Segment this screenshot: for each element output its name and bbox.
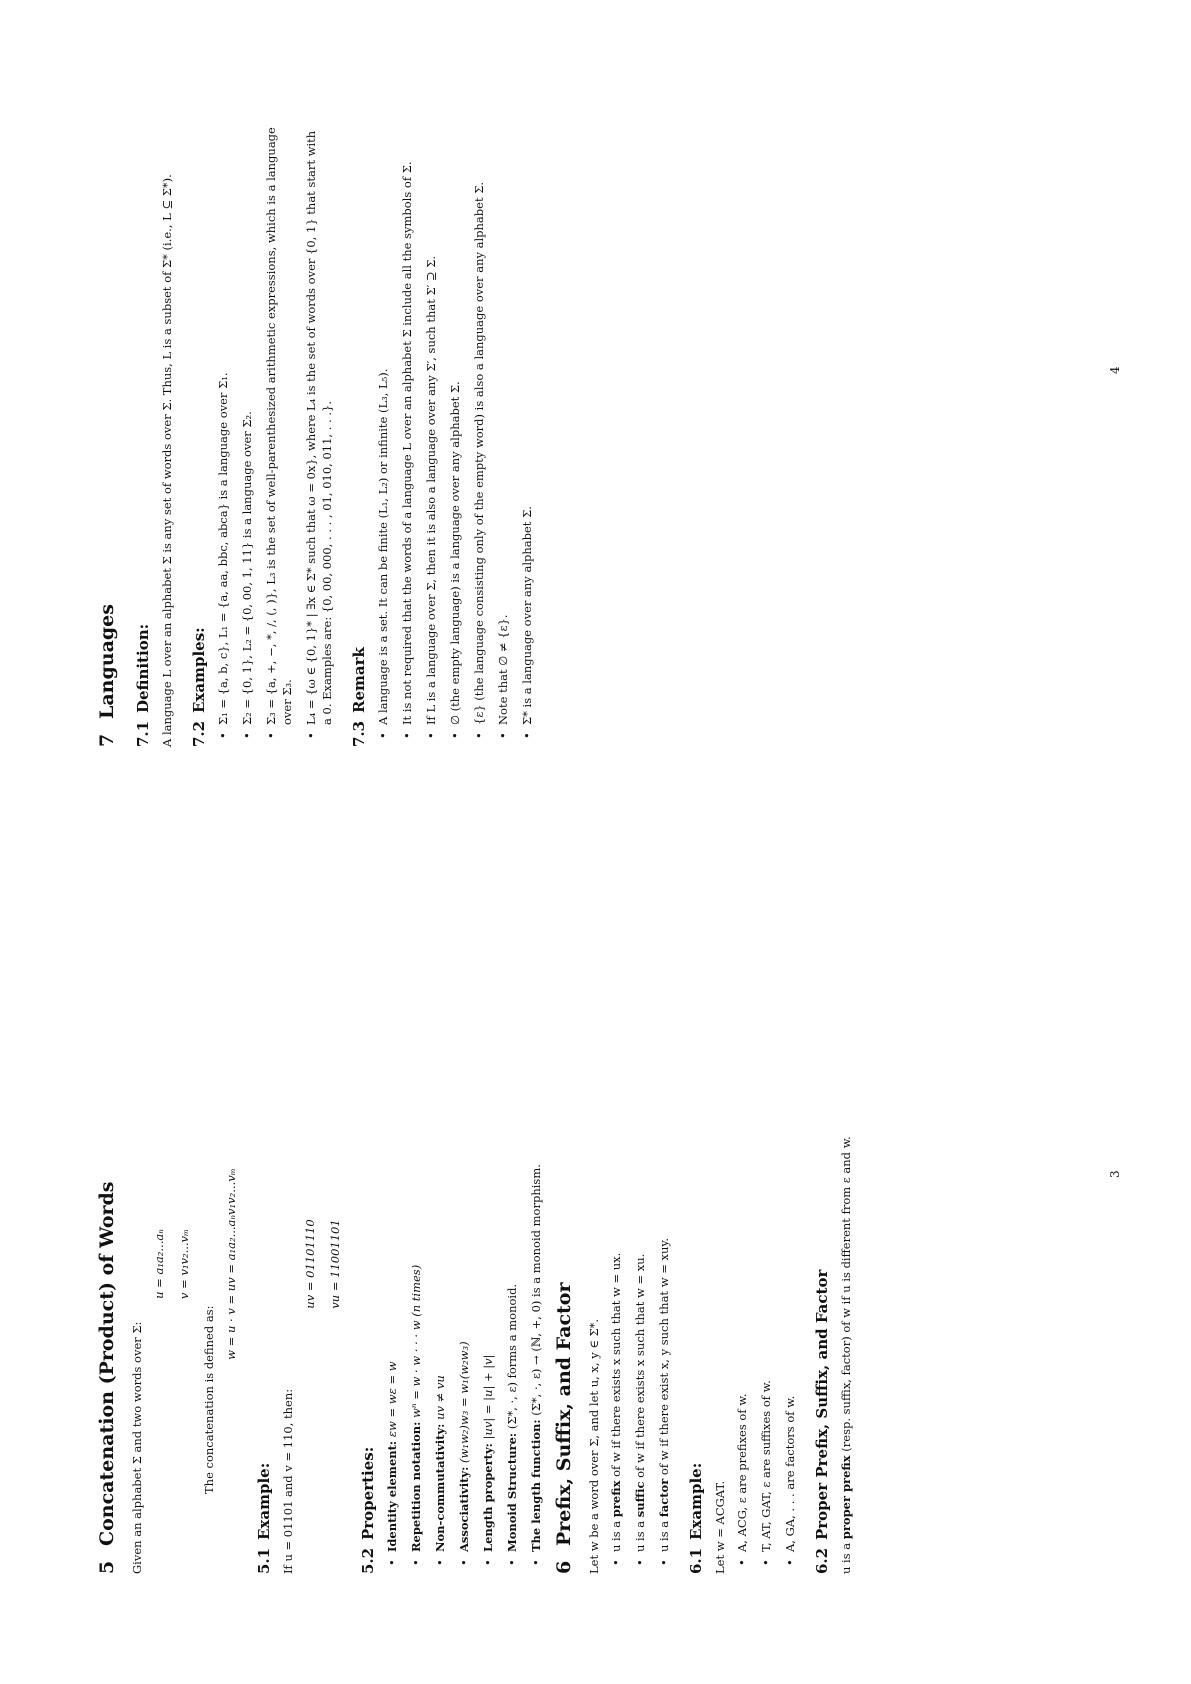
examples-list: [215, 127, 335, 747]
def-term: prefix: [609, 1480, 623, 1518]
subsection-number: 5.1: [255, 1547, 273, 1574]
section-6-heading: [552, 954, 576, 1574]
section-5-intro: Given an alphabet Σ and two words over Σ:: [130, 1321, 144, 1574]
property-text: uv ≠ vu: [433, 1375, 447, 1420]
property-text: (w₁w₂)w₃ = w₁(w₂w₃): [457, 1341, 471, 1463]
language-definition: A language L over an alphabet Σ is any set of words over Σ. Thus, L is a subset of Σ* (i.e., L ⊆ Σ*).: [160, 174, 174, 747]
subsection-title: Definition:: [134, 623, 152, 713]
list-item: • A language is a set. It can be finite (L₁, L₂) or infinite (L₃, L₅).: [375, 127, 391, 747]
section-title: Prefix, Suffix, and Factor: [553, 1282, 575, 1546]
list-item: • ∅ (the empty language) is a language over any alphabet Σ.: [447, 127, 463, 747]
list-item: • Note that ∅ ≠ {ε}.: [495, 127, 511, 747]
list-item: • Σ* is a language over any alphabet Σ.: [519, 127, 535, 747]
subsection-number: 6.2: [813, 1547, 831, 1574]
def-suffix-text: of w if there exists x such that w = ux.: [609, 1252, 623, 1481]
def-term: suffic: [633, 1481, 647, 1518]
list-item: [456, 954, 472, 1574]
list-item: [656, 954, 672, 1574]
list-item: • Σ₂ = {0, 1}, L₂ = {0, 00, 1, 11} is a language over Σ₂.: [239, 127, 255, 747]
def-suffix-text: (resp. suffix, factor) of w if u is different from ε and w.: [839, 1136, 853, 1456]
subsection-title: Proper Prefix, Suffix, and Factor: [813, 1269, 831, 1540]
subsection-title: Remark: [350, 647, 368, 713]
section-7-heading: [95, 127, 119, 747]
subsection-title: Properties:: [359, 1446, 377, 1540]
property-text: wⁿ = w · w · · · w (n times): [409, 1264, 423, 1418]
list-item: [408, 954, 424, 1574]
page-4-content: [95, 127, 543, 747]
uv-result: uv = 01101110: [303, 1219, 317, 1309]
example-list: [734, 954, 798, 1574]
remark-list: [375, 127, 535, 747]
property-label: Repetition notation:: [409, 1421, 423, 1552]
property-label: The length function:: [529, 1419, 543, 1552]
list-item: [480, 954, 496, 1574]
section-number: 5: [96, 1560, 118, 1574]
subsection-6-1-heading: [686, 954, 706, 1574]
property-text: εw = wε = w: [385, 1361, 399, 1438]
section-title: Concatenation (Product) of Words: [96, 1181, 118, 1546]
subsection-5-1-heading: [254, 954, 274, 1574]
def-suffix-text: of w if there exist x, y such that w = xuy.: [657, 1237, 671, 1479]
subsection-7-1-heading: [133, 127, 153, 747]
example-text: Let w = ACGAT.: [713, 1480, 727, 1574]
v-definition: v = v₁v₂...vₘ: [177, 1228, 191, 1300]
list-item: • L₄ = {ω ∈ {0, 1}* | ∃x ∈ Σ* such that ω = 0x}, where L₄ is the set of words over {0, 1} that start with a 0. Examples are: {0, 00, 000, . . . , 01, 010, 011, . . .}.: [303, 127, 335, 747]
subsection-title: Example:: [255, 1462, 273, 1540]
list-item: • {ε} (the language consisting only of the empty word) is also a language over any alphabet Σ.: [471, 127, 487, 747]
proper-definition: [838, 954, 854, 1574]
section-number: 7: [96, 733, 118, 747]
subsection-number: 7.3: [350, 720, 368, 747]
subsection-number: 5.2: [359, 1547, 377, 1574]
list-item: • If L is a language over Σ, then it is also a language over any Σ′, such that Σ′ ⊇ Σ.: [423, 127, 439, 747]
list-item: • It is not required that the words of a language L over an alphabet Σ include all the symbols of Σ.: [399, 127, 415, 747]
subsection-7-2-heading: [189, 127, 209, 747]
section-title: Languages: [96, 604, 118, 719]
vu-result: vu = 11001101: [328, 1219, 342, 1309]
property-text: |uv| = |u| + |v|: [481, 1354, 495, 1440]
property-text: (Σ*, ·, ε) forms a monoid.: [505, 1283, 519, 1430]
def-prefix-text: u is a: [633, 1517, 647, 1552]
page-number: 3: [1108, 1170, 1122, 1178]
list-item: [528, 954, 544, 1574]
list-item: • Σ₁ = {a, b, c}, L₁ = {a, aa, bbc, abca} is a language over Σ₁.: [215, 127, 231, 747]
section-5-heading: [95, 954, 119, 1574]
def-prefix-text: u is a: [657, 1517, 671, 1552]
concat-definition: w = u · v = uv = a₁a₂...aₙv₁v₂...vₘ: [224, 1168, 238, 1360]
list-item: • T, AT, GAT, ε are suffixes of w.: [758, 954, 774, 1574]
property-label: Monoid Structure:: [505, 1432, 519, 1552]
list-item: [608, 954, 624, 1574]
def-prefix-text: u is a: [609, 1517, 623, 1552]
property-label: Associativity:: [457, 1466, 471, 1552]
u-definition: u = a₁a₂...aₙ: [152, 1229, 166, 1299]
section-number: 6: [553, 1560, 575, 1574]
page-number: 4: [1108, 366, 1122, 374]
subsection-7-3-heading: [349, 127, 369, 747]
list-item: • Σ₃ = {a, +, −, *, /, (, )}, L₃ is the set of well-parenthesized arithmetic expressions, which is a language over Σ₃.: [263, 127, 295, 747]
property-text: (Σ*, ·, ε) → (ℕ, +, 0) is a monoid morphism.: [529, 1164, 543, 1416]
subsection-5-2-heading: [358, 954, 378, 1574]
list-item: [432, 954, 448, 1574]
list-item: • A, GA, . . . are factors of w.: [782, 954, 798, 1574]
page-3: [0, 842, 1191, 1684]
def-suffix-text: of w if there exists x such that w = xu.: [633, 1253, 647, 1482]
example-text: If u = 01101 and v = 110, then:: [281, 1388, 295, 1574]
page-3-content: [95, 954, 860, 1574]
list-item: [384, 954, 400, 1574]
def-prefix-text: u is a: [839, 1539, 853, 1574]
def-term: factor: [657, 1478, 671, 1518]
properties-list: [384, 954, 544, 1574]
subsection-title: Example:: [687, 1462, 705, 1540]
definitions-list: [608, 954, 672, 1574]
subsection-number: 7.2: [190, 720, 208, 747]
list-item: [504, 954, 520, 1574]
subsection-number: 7.1: [134, 720, 152, 747]
list-item: [632, 954, 648, 1574]
section-6-intro: Let w be a word over Σ, and let u, x, y ∈ Σ*.: [587, 1318, 601, 1574]
subsection-title: Examples:: [190, 627, 208, 713]
subsection-6-2-heading: [812, 954, 832, 1574]
def-term: proper prefix: [839, 1455, 853, 1540]
concat-intro: The concatenation is defined as:: [202, 1305, 216, 1494]
property-label: Non-commutativity:: [433, 1423, 447, 1552]
property-label: Identity element:: [385, 1440, 399, 1552]
property-label: Length property:: [481, 1443, 495, 1552]
list-item: • A, ACG, ε are prefixes of w.: [734, 954, 750, 1574]
subsection-number: 6.1: [687, 1547, 705, 1574]
